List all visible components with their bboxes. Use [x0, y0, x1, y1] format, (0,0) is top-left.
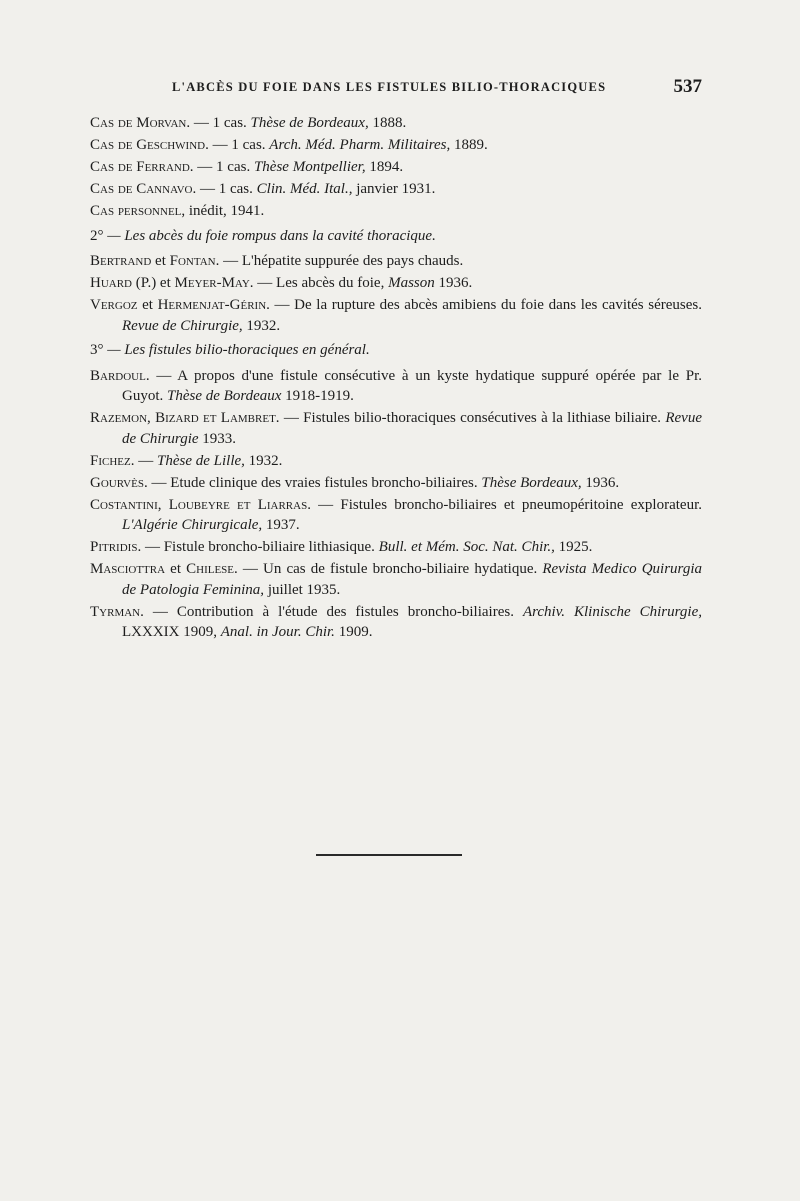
- bib-entry: Cas personnel, inédit, 1941.: [90, 203, 265, 219]
- section-heading: 3° — Les fistules bilio-thoraciques en général.: [90, 342, 370, 358]
- page-number: 537: [673, 76, 702, 97]
- running-header: [150, 78, 710, 102]
- bib-entry: Gourvès. — Etude clinique des vraies fistules broncho-biliaires. Thèse Bordeaux, 1936.: [90, 474, 620, 491]
- end-rule: [316, 854, 462, 856]
- bib-entry: Cas de Ferrand. — 1 cas. Thèse Montpellier, 1894.: [90, 159, 404, 175]
- bib-entry: Cas de Morvan. — 1 cas. Thèse de Bordeaux, 1888.: [90, 115, 407, 131]
- bib-entry: Pitridis. — Fistule broncho-biliaire lithiasique. Bull. et Mém. Soc. Nat. Chir., 1925.: [90, 539, 593, 555]
- bib-entry: Vergoz et Hermenjat-Gérin. — De la rupture des abcès amibiens du foie dans les cavités séreuses. Revue de Chirurgie, 1932.: [90, 297, 703, 334]
- header-title: L'ABCÈS DU FOIE DANS LES FISTULES BILIO-THORACIQUES: [172, 80, 607, 94]
- bib-entry: Tyrman. — Contribution à l'étude des fistules broncho-biliaires. Archiv. Klinische Chirurgie, LXXXIX 1909, Anal. in Jour. Chir. 1909.: [90, 603, 702, 640]
- bib-entry: Cas de Cannavo. — 1 cas. Clin. Méd. Ital., janvier 1931.: [90, 181, 436, 197]
- bib-entry: Razemon, Bizard et Lambret. — Fistules bilio-thoraciques consécutives à la lithiase biliaire. Revue de Chirurgie 1933.: [90, 410, 702, 447]
- bibliography: [90, 113, 702, 644]
- bib-entry: Masciottra et Chilese. — Un cas de fistule broncho-biliaire hydatique. Revista Medico Quirurgia de Patologia Feminina, juillet 1935.: [90, 561, 703, 598]
- bib-entry: Cas de Geschwind. — 1 cas. Arch. Méd. Pharm. Militaires, 1889.: [90, 137, 488, 153]
- bib-entry: Costantini, Loubeyre et Liarras. — Fistules broncho-biliaires et pneumopéritoine explorateur. L'Algérie Chirurgicale, 1937.: [90, 496, 702, 533]
- bib-entry: Fichez. — Thèse de Lille, 1932.: [90, 452, 283, 469]
- section-heading: 2° — Les abcès du foie rompus dans la cavité thoracique.: [90, 227, 436, 244]
- bib-entry: Bardoul. — A propos d'une fistule consécutive à un kyste hydatique suppuré opérée par le Pr. Guyot. Thèse de Bordeaux 1918-1919.: [90, 367, 702, 404]
- bib-entry: Huard (P.) et Meyer-May. — Les abcès du foie, Masson 1936.: [90, 275, 473, 291]
- bib-entry: Bertrand et Fontan. — L'hépatite suppurée des pays chauds.: [90, 253, 464, 269]
